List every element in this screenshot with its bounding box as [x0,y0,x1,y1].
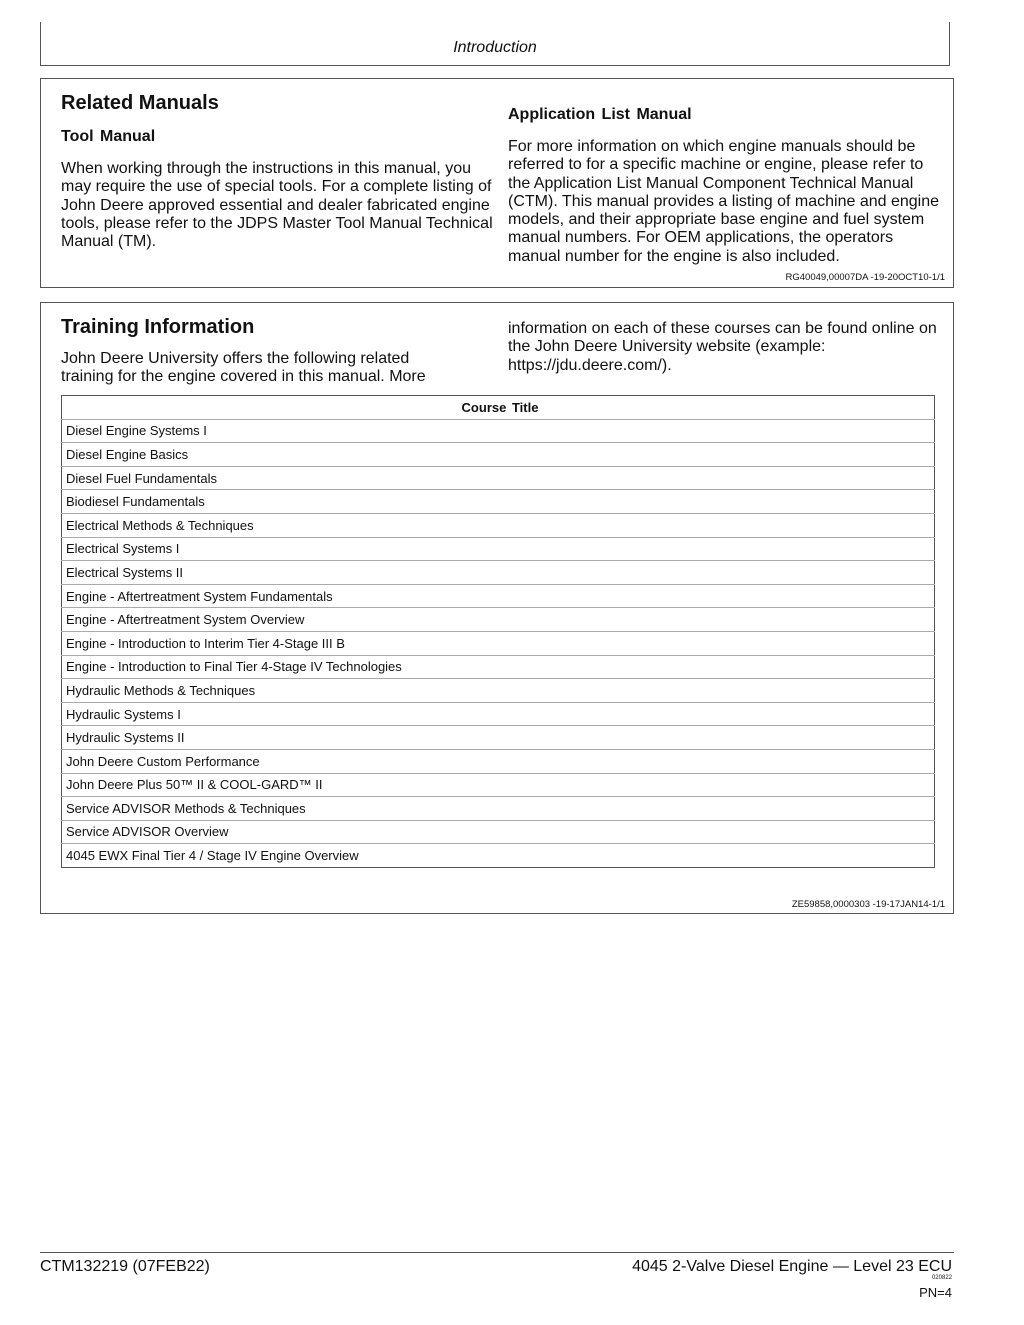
course-title-cell: Service ADVISOR Overview [62,820,935,844]
table-row [62,419,935,443]
table-row [62,537,935,561]
application-list-manual-heading: Application List Manual [508,106,692,123]
application-list-manual-body: For more information on which engine manuals should be referred to for a specific machine or engine, please refer to the Application List Manual Component Technical Manual (CTM). This manual provides a listing of machine and engine models, and their appropriate base engine and fuel system manual numbers. For OEM applications, the operators manual number for the engine is also included. [508,138,940,265]
training-reference-code: ZE59858,0000303 -19-17JAN14-1/1 [791,899,945,910]
page-header-title: Introduction [453,39,537,56]
table-row [62,820,935,844]
course-title-cell: John Deere Custom Performance [62,749,935,773]
page-header [40,22,950,66]
table-row [62,844,935,868]
course-title-cell: Engine - Aftertreatment System Fundamentals [62,584,935,608]
related-manuals-section [40,78,954,288]
course-title-cell: Diesel Engine Systems I [62,419,935,443]
course-title-cell: Engine - Introduction to Final Tier 4-Stage IV Technologies [62,655,935,679]
table-row [62,655,935,679]
footer-document-id: CTM132219 (07FEB22) [40,1258,210,1275]
footer-divider [40,1252,954,1253]
course-title-cell: Electrical Systems I [62,537,935,561]
footer-date-code: 020822 [931,1275,952,1281]
table-row [62,702,935,726]
table-row [62,584,935,608]
course-title-cell: Hydraulic Methods & Techniques [62,679,935,703]
table-row [62,561,935,585]
tool-manual-body: When working through the instructions in this manual, you may require the use of special tools. For a complete listing of John Deere approved essential and dealer fabricated engine tools, please refer to the JDPS Master Tool Manual Technical Manual (TM). [61,160,493,251]
course-table-header-row [62,396,935,420]
course-title-cell: Engine - Introduction to Interim Tier 4-Stage III B [62,631,935,655]
table-row [62,631,935,655]
training-body-left: John Deere University offers the following related training for the engine covered in this manual. More [61,350,426,386]
tool-manual-heading: Tool Manual [61,128,156,145]
table-row [62,749,935,773]
training-body-right: information on each of these courses can be found online on the John Deere University website (example: https://jdu.deere.com/). [508,320,937,374]
course-title-cell: Service ADVISOR Methods & Techniques [62,797,935,821]
related-manuals-heading: Related Manuals [61,92,219,114]
footer-page-number: PN=4 [919,1285,952,1300]
table-row [62,513,935,537]
table-row [62,797,935,821]
course-title-cell: Engine - Aftertreatment System Overview [62,608,935,632]
footer-manual-title: 4045 2-Valve Diesel Engine — Level 23 ECU [632,1258,952,1275]
course-title-column-header: Course Title [62,396,935,420]
course-title-cell: Biodiesel Fundamentals [62,490,935,514]
training-information-section [40,302,954,914]
course-title-cell: Electrical Methods & Techniques [62,513,935,537]
course-title-cell: Diesel Fuel Fundamentals [62,466,935,490]
course-title-cell: John Deere Plus 50™ II & COOL-GARD™ II [62,773,935,797]
table-row [62,608,935,632]
table-row [62,679,935,703]
course-title-cell: Diesel Engine Basics [62,443,935,467]
training-information-heading: Training Information [61,316,255,338]
table-row [62,466,935,490]
course-title-cell: Hydraulic Systems II [62,726,935,750]
course-title-cell: Hydraulic Systems I [62,702,935,726]
course-table [61,395,935,868]
table-row [62,443,935,467]
table-row [62,773,935,797]
course-title-cell: Electrical Systems II [62,561,935,585]
course-title-cell: 4045 EWX Final Tier 4 / Stage IV Engine Overview [62,844,935,868]
table-row [62,490,935,514]
related-manuals-reference-code: RG40049,00007DA -19-20OCT10-1/1 [785,272,945,283]
table-row [62,726,935,750]
